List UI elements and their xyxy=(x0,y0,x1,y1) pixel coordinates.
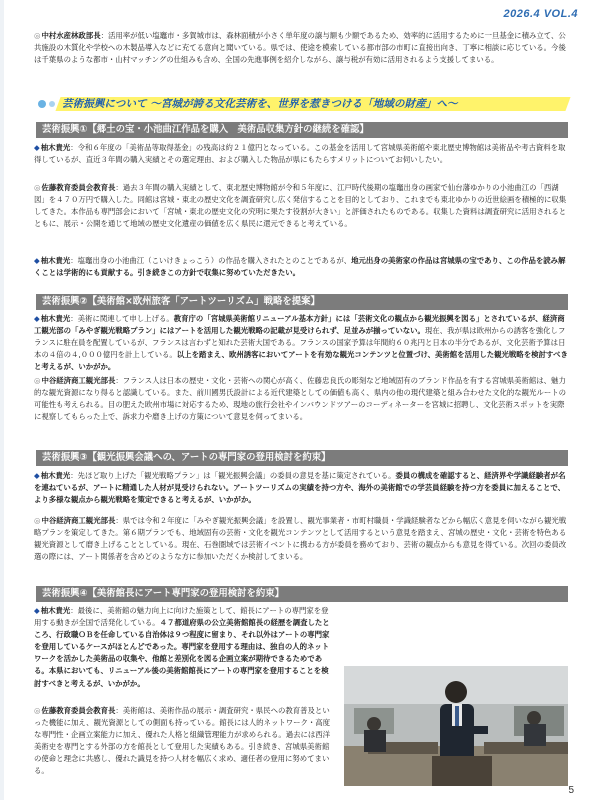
speaker-name: 柚木貴光 xyxy=(40,143,71,152)
question-emphasis: 以上を踏まえ、欧州誘客においてアートを有効な観光コンテンツと位置づけ、美術館を活用した観光戦略を検討すべきと考えるが、いかがか。 xyxy=(34,350,568,372)
question-text: ：美術に関連して申し上げる。 xyxy=(70,314,174,323)
question-bullet-icon: ◆ xyxy=(34,471,40,480)
intro-answer xyxy=(34,30,568,66)
question-bullet-icon: ◆ xyxy=(34,143,40,152)
section-heading: 芸術振興③【観光振興会議への、アートの専門家の登用検討を約束】 xyxy=(36,450,568,466)
speaker-name: 中谷経済商工観光部長 xyxy=(41,376,116,385)
question-emphasis: 地元出身の美術家の作品は宮城県の宝であり、この作品を読み解くことは学術的にも貢献する。引き続きこの方針で収集に努めていただきたい。 xyxy=(34,256,566,278)
section-heading: 芸術振興②【美術館×欧州旅客「アートツーリズム」戦略を提案】 xyxy=(36,294,568,310)
assembly-photo-illustration xyxy=(344,666,568,786)
answer-bullet-icon: ◎ xyxy=(34,183,41,192)
answer-text: ：フランス人は日本の歴史・文化・芸術への関心が高く、佐藤忠良氏の彫刻など地域固有のブランド作品を有する宮城県美術館は、魅力的な観光資源になり得ると認識している。また、前川國男氏設計による近代建築としての価値も高く、県内の他の現代建築と組み合わせた文化的な観光ルートの可能性も考えられる。目の肥えた欧州市場に対応するため、現地の旅行会社やインバウンドツアーのコーディネーターを宮城に招聘し、文化芸術スポットを実際に視察してもらった上で、訴求力や磨き上げの方策について意見を伺ってまいる。 xyxy=(34,376,566,422)
issue-label: 2026.4 VOL.4 xyxy=(503,8,578,20)
question-block xyxy=(34,313,568,373)
answer-block xyxy=(34,515,568,563)
answer-block xyxy=(34,182,568,230)
speaker-name: 佐藤教育委員会教育長 xyxy=(41,706,116,715)
question-text: ：塩竈出身の小池曲江（こいけきょっこう）の作品を購入されたとのことであるが、 xyxy=(70,256,352,265)
speaker-name: 柚木貴光 xyxy=(40,256,71,265)
decorative-dot-icon xyxy=(49,101,55,107)
section-heading: 芸術振興④【美術館長にアート専門家の登用検討を約束】 xyxy=(36,586,568,602)
question-block xyxy=(34,605,334,690)
question-bullet-icon: ◆ xyxy=(34,256,40,265)
speaker-name: 柚木貴光 xyxy=(40,314,71,323)
question-emphasis: 教育庁の「宮城県美術館リニューアル基本方針」には「芸術文化の観点から観光振興を図る」とされているが、経済商工観光部の「みやぎ観光戦略プラン」にはアートを活用した観光戦略の記載が見受けられず、足並みが揃っていない。 xyxy=(34,314,565,336)
decorative-dot-icon xyxy=(38,100,46,108)
question-block xyxy=(34,142,568,166)
answer-text: ：活用率が低い塩竈市・多賀城市は、森林面積が小さく単年度の譲与額も少額であるため、効率的に活用するために一旦基金に積み立て、公共施設の木質化や学校への木製品導入などに充てる意向と聞いている。県では、使途を模索している都市部の市町に直接出向き、丁寧に相談に応じている。今後は千葉県のような都市・山村マッチングの仕組みも含め、全国の先進事例を紹介しながら、譲与税が有効に活用されるよう支援してまいる。 xyxy=(34,31,566,65)
question-emphasis: ４７都道府県の公立美術館館長の経歴を調査したところ、行政職ＯＢを任命している自治体は９つ程度に留まり、それ以外はアートの専門家を登用しているケースがほとんどであった。専門家を登用する理由は、独自の人的ネットワークを活かした美術品の収集や、他館と差別化を図る企画立案が期待できるためである。本県においても、リニューアル後の美術館館長にアートの専門家を登用することを検討すべきと考えるが、いかがか。 xyxy=(34,618,330,688)
question-block xyxy=(34,470,568,506)
speaker-name: 中村水産林政部長 xyxy=(41,31,101,40)
answer-block xyxy=(34,375,568,423)
answer-bullet-icon: ◎ xyxy=(34,376,41,385)
answer-bullet-icon: ◎ xyxy=(34,31,41,40)
speaker-name: 中谷経済商工観光部長 xyxy=(41,516,116,525)
question-bullet-icon: ◆ xyxy=(34,606,40,615)
banner-title: 芸術振興について 〜宮城が誇る文化芸術を、世界を惹きつける「地域の財産」へ〜 xyxy=(62,98,458,110)
question-text: ：先ほど取り上げた「観光戦略プラン」は「観光振興会議」の委員の意見を基に策定されている。 xyxy=(70,471,396,480)
question-emphasis: 委員の構成を確認すると、経済界や学識経験者が名を連ねているが、アートに精通した人材が見受けられない。アートツーリズムの実績を持つ方や、海外の美術館での学芸員経験を持つ方を委員に加えることで、より多様な観点から観光戦略を策定できると考えるが、いかがか。 xyxy=(34,471,566,505)
section-banner xyxy=(36,92,568,116)
answer-block xyxy=(34,705,334,778)
speaker-name: 佐藤教育委員会教育長 xyxy=(41,183,116,192)
answer-text: ：県では令和２年度に「みやぎ観光振興会議」を設置し、観光事業者・市町村職員・学識経験者などから幅広く意見を伺いながら観光戦略プランを策定してきた。第６期プランでも、地域固有の芸術・文化を観光コンテンツとして活用するという意見を踏まえ、宮城の歴史・文化・芸術を特色ある観光資源として磨き上げることとしている。現在、石巻圏域では芸術イベントに携わる方が委員を務めており、芸術の観点からも意見を得ている。次回の委員改選の際には、アート関係者を含めどのような方に参加いただくか検討してまいる。 xyxy=(34,516,567,562)
answer-text: ：美術館は、美術作品の展示・調査研究・県民への教育普及といった機能に加え、観光資源としての側面も持っている。館長には人的ネットワーク・高度な専門性・企画立案能力に加え、優れた人格と組織管理能力が求められる。過去には西洋美術史を専門とする外部の方を館長として登用した実績もある。引き続き、宮城県美術館の使命と理念に共感し、優れた識見を持つ人材を幅広く求め、適任者の登用に努めてまいる。 xyxy=(34,706,331,776)
question-text: ：令和６年度の「美術品等取得基金」の残高は約２１億円となっている。この基金を活用して宮城県美術館や東北歴史博物館は美術品や考古資料を取得しているが、直近３年間の購入実績とその選定理由、および購入した物品が県にもたらすメリットについてお伺いしたい。 xyxy=(34,143,566,165)
speaker-name: 柚木貴光 xyxy=(40,471,71,480)
question-text: 現在、我が県は欧州からの誘客を強化しフランスに駐在員を配置しているが、フランスは言わずと知れた芸術大国である。フランスの国家予算は年間約６０兆円と日本の半分であるが、文化芸術予算は日本の４倍の４,０００億円を計上している。 xyxy=(34,326,566,360)
assembly-photo xyxy=(344,666,568,786)
question-text: ：最後に、美術館の魅力向上に向けた施策として、館長にアートの専門家を登用する動きが全国で活発化している。 xyxy=(34,606,329,628)
question-bullet-icon: ◆ xyxy=(34,314,40,323)
page-edge-strip xyxy=(0,0,4,800)
answer-text: ：過去３年間の購入実績として、東北歴史博物館が令和５年度に、江戸時代後期の塩竈出身の画家で仙台藩ゆかりの小池曲江の「西湖図」を４７０万円で購入した。同館は宮城・東北の歴史文化を調査研究し広く発信することを目的としており、これまでも東北ゆかりの近世絵画を積極的に収集してきた。本作品も専門部会において「宮城・東北の歴史文化の究明に果たす役割が大きい」と評価されたものである。収集した資料は調査研究に活用されるとともに、展示・公開を通じて地域の歴史文化遺産の価値を広く県民に還元できると考えている。 xyxy=(34,183,567,229)
speaker-name: 柚木貴光 xyxy=(40,606,71,615)
section-heading: 芸術振興①【郷土の宝・小池曲江作品を購入 美術品収集方針の継続を確認】 xyxy=(36,122,568,138)
question-block xyxy=(34,255,568,279)
answer-bullet-icon: ◎ xyxy=(34,516,41,525)
page-number: 5 xyxy=(568,785,574,796)
answer-bullet-icon: ◎ xyxy=(34,706,41,715)
